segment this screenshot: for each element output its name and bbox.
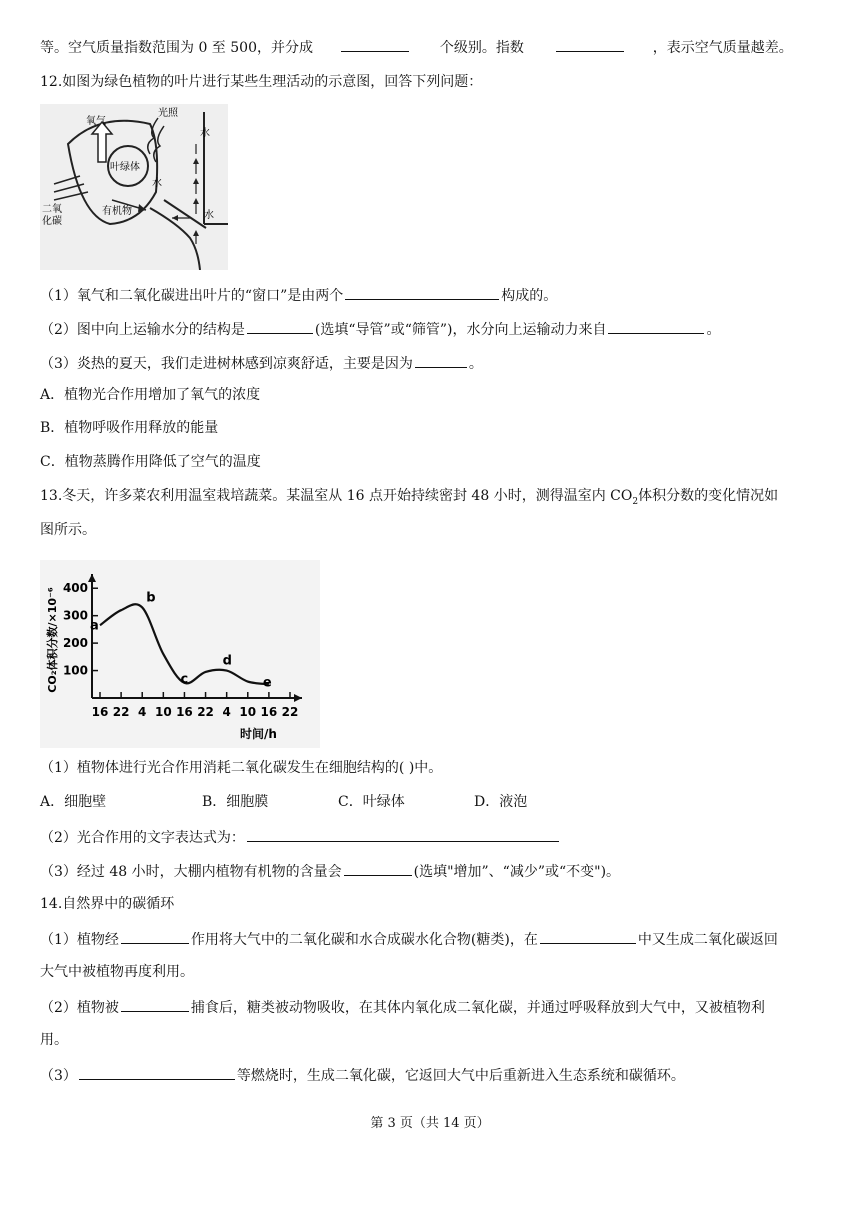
q12-p3-pre: （3）炎热的夏天，我们走进树林感到凉爽舒适，主要是因为 <box>40 356 413 372</box>
q11-text-mid: 个级别。指数 <box>439 40 524 56</box>
q14-blank-animals[interactable] <box>121 996 189 1012</box>
q12-p3 <box>40 352 483 374</box>
q14-blank-fuels[interactable] <box>79 1064 235 1080</box>
q13-blank-equation[interactable] <box>247 826 559 842</box>
q14-p1-mid: 作用将大气中的二氧化碳和水合成碳水化合物(糖类)，在 <box>190 932 538 948</box>
x-tick-label: 22 <box>112 705 130 719</box>
q13-p2 <box>40 826 561 848</box>
q12-p1-pre: （1）氧气和二氧化碳进出叶片的“窗口”是由两个 <box>40 288 344 304</box>
point-label-b: b <box>146 590 156 606</box>
q12-option-b[interactable]: B．植物呼吸作用释放的能量 <box>40 420 219 436</box>
chart-ylabel: CO₂体积分数/×10⁻⁶ <box>46 587 59 693</box>
q13-blank-change[interactable] <box>344 860 412 876</box>
q14-p3-post: 等燃烧时，生成二氧化碳，它返回大气中后重新进入生态系统和碳循环。 <box>236 1068 685 1084</box>
x-tick-label: 16 <box>260 705 278 719</box>
q12-p3-post: 。 <box>468 356 483 372</box>
q14-p2 <box>40 996 765 1018</box>
q12-option-a[interactable]: A．植物光合作用增加了氧气的浓度 <box>40 387 261 403</box>
q14-p3-pre: （3） <box>40 1068 77 1084</box>
chart-xlabel: 时间/h <box>240 727 277 741</box>
label-water-stem-top: 水 <box>200 128 210 139</box>
x-tick-label: 16 <box>176 705 193 719</box>
leaf-diagram <box>40 104 228 270</box>
x-tick-label: 22 <box>197 705 214 719</box>
q13-p3-pre: （3）经过 48 小时，大棚内植物有机物的含量会 <box>40 864 342 880</box>
q13-p2-pre: （2）光合作用的文字表达式为： <box>40 830 245 846</box>
x-tick-label: 16 <box>91 705 109 719</box>
leaf-diagram-svg <box>40 104 228 270</box>
q11-tail-line <box>40 36 793 58</box>
x-tick-label: 4 <box>138 705 147 719</box>
page-footer: 第 3 页（共 14 页） <box>370 1116 490 1131</box>
point-label-d: d <box>222 653 232 669</box>
q13-p3 <box>40 860 620 882</box>
q13-option-a[interactable]: A．细胞壁 <box>40 794 107 810</box>
q13-option-c[interactable]: C．叶绿体 <box>338 794 405 810</box>
x-tick-label: 22 <box>281 705 299 719</box>
q11-blank-1[interactable] <box>341 36 409 52</box>
q11-blank-2[interactable] <box>556 36 624 52</box>
y-tick-label: 200 <box>62 636 88 651</box>
label-light: 光照 <box>158 108 178 119</box>
q13-title-pre: 13.冬天，许多菜农利用温室栽培蔬菜。某温室从 16 点开始持续密封 48 小时，测得温室内 CO <box>40 488 633 504</box>
q12-title: 12.如图为绿色植物的叶片进行某些生理活动的示意图，回答下列问题： <box>40 74 483 90</box>
point-label-e: e <box>262 675 272 691</box>
q13-title-line2: 图所示。 <box>40 522 96 538</box>
point-label-a: a <box>90 618 99 634</box>
co2-chart <box>40 560 320 748</box>
label-chloroplast: 叶绿体 <box>110 162 140 173</box>
q12-blank-reason[interactable] <box>415 352 467 368</box>
q14-p1-line2: 大气中被植物再度利用。 <box>40 964 194 980</box>
q12-p2 <box>40 318 720 340</box>
q12-option-c[interactable]: C．植物蒸腾作用降低了空气的温度 <box>40 454 261 470</box>
q12-blank-stomata[interactable] <box>345 284 499 300</box>
q14-p2-post: 捕食后，糖类被动物吸收，在其体内氧化成二氧化碳，并通过呼吸释放到大气中，又被植物利 <box>190 1000 765 1016</box>
q13-p3-post: (选填"增加”、“减少”或“不变")。 <box>413 864 621 880</box>
point-label-c: c <box>180 671 189 687</box>
q13-title-sub: 2 <box>632 496 639 507</box>
q14-p2-pre: （2）植物被 <box>40 1000 119 1016</box>
label-water-leaf: 水 <box>152 178 162 189</box>
y-tick-label: 100 <box>62 663 88 678</box>
q13-option-d[interactable]: D．液泡 <box>474 794 528 810</box>
label-organic: 有机物 <box>102 206 132 217</box>
label-co2-a: 二氧 <box>42 204 62 215</box>
q14-p1-post: 中又生成二氧化碳返回 <box>637 932 778 948</box>
q14-title: 14.自然界中的碳循环 <box>40 896 175 912</box>
q12-p1 <box>40 284 557 306</box>
q12-blank-vessel[interactable] <box>247 318 313 334</box>
q12-p2-post: 。 <box>706 322 721 338</box>
x-tick-label: 4 <box>222 705 231 719</box>
q11-text-pre: 等。空气质量指数范围为 0 至 500，并分成 <box>40 40 313 56</box>
q13-p1: （1）植物体进行光合作用消耗二氧化碳发生在细胞结构的( )中。 <box>40 760 443 776</box>
q12-p2-mid: (选填“导管”或“筛管”)，水分向上运输动力来自 <box>314 322 607 338</box>
co2-chart-svg <box>40 560 320 748</box>
label-oxygen: 氧气 <box>86 116 106 127</box>
q13-options <box>40 792 527 812</box>
q14-p1 <box>40 928 778 950</box>
q13-title-post: 体积分数的变化情况如 <box>638 488 779 504</box>
label-co2-b: 化碳 <box>42 216 62 227</box>
q12-blank-force[interactable] <box>608 318 704 334</box>
q11-text-post: ，表示空气质量越差。 <box>652 40 793 56</box>
q14-p2-line2: 用。 <box>40 1032 68 1048</box>
q13-title <box>40 486 778 512</box>
q14-blank-respiration[interactable] <box>540 928 636 944</box>
y-tick-label: 400 <box>62 581 88 596</box>
x-tick-label: 10 <box>154 705 172 719</box>
q13-option-b[interactable]: B．细胞膜 <box>202 794 269 810</box>
q12-p2-pre: （2）图中向上运输水分的结构是 <box>40 322 245 338</box>
q14-blank-photosynthesis[interactable] <box>121 928 189 944</box>
q14-p1-pre: （1）植物经 <box>40 932 119 948</box>
x-tick-label: 10 <box>239 705 257 719</box>
label-water-stem: 水 <box>204 210 214 221</box>
q14-p3 <box>40 1064 685 1086</box>
q12-p1-post: 构成的。 <box>501 288 558 304</box>
y-tick-label: 300 <box>62 608 88 623</box>
